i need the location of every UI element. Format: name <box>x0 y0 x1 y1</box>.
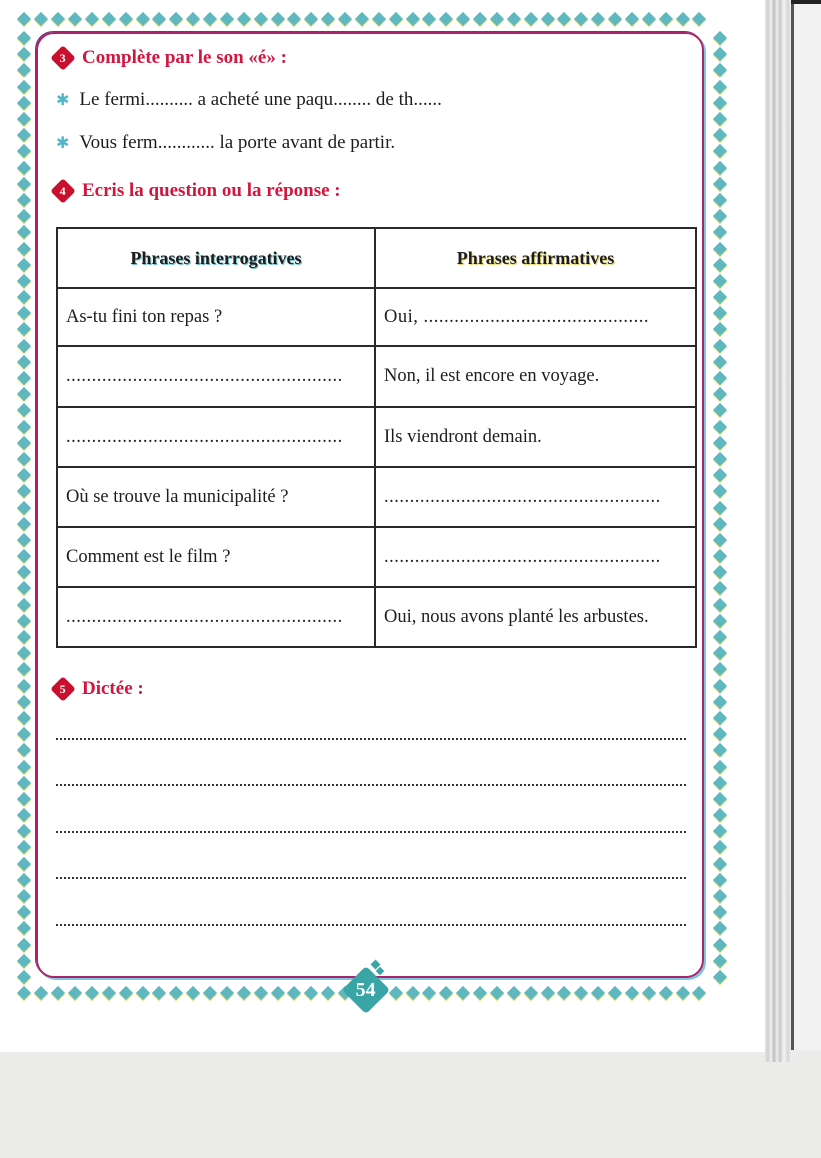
diamond-ornament-icon <box>713 873 727 887</box>
exercise-number: 3 <box>60 50 66 65</box>
diamond-ornament-icon <box>17 96 31 110</box>
diamond-ornament-icon <box>405 986 419 1000</box>
diamond-ornament-icon <box>17 549 31 563</box>
answer-cell: Non, il est encore en voyage. <box>375 346 696 407</box>
diamond-ornament-icon <box>540 12 554 26</box>
question-answer-table <box>56 227 697 648</box>
diamond-ornament-icon <box>17 743 31 757</box>
diamond-ornament-icon <box>713 905 727 919</box>
diamond-ornament-icon <box>608 12 622 26</box>
diamond-ornament-icon <box>17 436 31 450</box>
number-badge-icon <box>50 45 75 70</box>
diamond-ornament-icon <box>321 986 335 1000</box>
column-header-interrogatives: Phrases interrogatives <box>57 228 375 288</box>
diamond-ornament-icon <box>85 12 99 26</box>
diamond-ornament-icon <box>17 824 31 838</box>
diamond-ornament-icon <box>203 986 217 1000</box>
diamond-ornament-icon <box>17 840 31 854</box>
diamond-ornament-icon <box>17 355 31 369</box>
diamond-ornament-icon <box>692 12 706 26</box>
diamond-ornament-icon <box>675 986 689 1000</box>
diamond-ornament-icon <box>422 12 436 26</box>
diamond-ornament-icon <box>713 436 727 450</box>
fill-in-text[interactable]: Le fermi.......... a acheté une paqu........ de th...... <box>79 89 442 110</box>
diamond-ornament-icon <box>713 339 727 353</box>
diamond-ornament-icon <box>675 12 689 26</box>
diamond-ornament-icon <box>713 290 727 304</box>
diamond-ornament-icon <box>102 986 116 1000</box>
diamond-ornament-icon <box>713 695 727 709</box>
diamond-ornament-icon <box>17 921 31 935</box>
diamond-ornament-icon <box>713 306 727 320</box>
diamond-ornament-icon <box>17 954 31 968</box>
diamond-ornament-icon <box>102 12 116 26</box>
diamond-ornament-icon <box>713 209 727 223</box>
diamond-ornament-icon <box>17 241 31 255</box>
diamond-ornament-icon <box>713 840 727 854</box>
exercise-number: 4 <box>60 183 66 198</box>
diamond-ornament-icon <box>713 468 727 482</box>
table-header-row <box>57 228 696 288</box>
diamond-ornament-icon <box>422 986 436 1000</box>
diamond-ornament-icon <box>507 986 521 1000</box>
question-cell[interactable]: ...................................................... <box>57 346 375 407</box>
diamond-ornament-icon <box>17 759 31 773</box>
diamond-ornament-icon <box>713 598 727 612</box>
diamond-ornament-icon <box>692 986 706 1000</box>
diamond-ornament-icon <box>713 727 727 741</box>
scanner-edge <box>791 0 821 4</box>
answer-cell: Oui, nous avons planté les arbustes. <box>375 587 696 647</box>
diamond-ornament-icon <box>17 776 31 790</box>
diamond-ornament-icon <box>389 12 403 26</box>
diamond-ornament-icon <box>524 986 538 1000</box>
diamond-ornament-icon <box>713 711 727 725</box>
diamond-ornament-icon <box>713 776 727 790</box>
table-row <box>57 587 696 647</box>
answer-cell[interactable]: ...................................................... <box>375 467 696 527</box>
diamond-ornament-icon <box>713 225 727 239</box>
diamond-ornament-icon <box>713 857 727 871</box>
fill-in-line <box>56 132 395 154</box>
diamond-ornament-icon <box>17 306 31 320</box>
diamond-ornament-icon <box>557 12 571 26</box>
diamond-ornament-icon <box>17 711 31 725</box>
answer-cell[interactable]: ...................................................... <box>375 527 696 587</box>
diamond-ornament-icon <box>17 274 31 288</box>
diamond-ornament-icon <box>17 533 31 547</box>
diamond-ornament-icon <box>713 258 727 272</box>
diamond-ornament-icon <box>152 986 166 1000</box>
diamond-ornament-icon <box>17 517 31 531</box>
diamond-ornament-icon <box>659 986 673 1000</box>
table-row <box>57 288 696 346</box>
diamond-ornament-icon <box>237 12 251 26</box>
diamond-ornament-icon <box>119 986 133 1000</box>
diamond-ornament-icon <box>237 986 251 1000</box>
dictation-line[interactable] <box>56 738 686 740</box>
diamond-ornament-icon <box>119 12 133 26</box>
diamond-ornament-icon <box>713 808 727 822</box>
diamond-ornament-icon <box>713 128 727 142</box>
diamond-ornament-icon <box>591 12 605 26</box>
diamond-ornament-icon <box>713 63 727 77</box>
diamond-ornament-icon <box>713 889 727 903</box>
diamond-ornament-icon <box>642 986 656 1000</box>
diamond-ornament-icon <box>186 986 200 1000</box>
diamond-ornament-icon <box>254 12 268 26</box>
exercise-title: Ecris la question ou la réponse : <box>82 180 341 201</box>
diamond-ornament-icon <box>456 986 470 1000</box>
exercise-4-heading <box>52 180 341 202</box>
diamond-ornament-icon <box>490 12 504 26</box>
diamond-ornament-icon <box>355 12 369 26</box>
diamond-ornament-icon <box>713 581 727 595</box>
diamond-ornament-icon <box>17 403 31 417</box>
diamond-ornament-icon <box>17 938 31 952</box>
diamond-ornament-icon <box>713 452 727 466</box>
diamond-ornament-icon <box>557 986 571 1000</box>
diamond-ornament-icon <box>169 986 183 1000</box>
diamond-ornament-icon <box>17 339 31 353</box>
diamond-ornament-icon <box>17 177 31 191</box>
question-cell: Où se trouve la municipalité ? <box>57 467 375 527</box>
diamond-ornament-icon <box>17 889 31 903</box>
diamond-ornament-icon <box>713 743 727 757</box>
diamond-ornament-icon <box>713 517 727 531</box>
diamond-ornament-icon <box>287 12 301 26</box>
table-row <box>57 407 696 467</box>
question-cell: As-tu fini ton repas ? <box>57 288 375 346</box>
diamond-ornament-icon <box>713 792 727 806</box>
diamond-ornament-icon <box>659 12 673 26</box>
dictation-line[interactable] <box>56 924 686 926</box>
diamond-ornament-icon <box>304 986 318 1000</box>
diamond-ornament-icon <box>456 12 470 26</box>
diamond-ornament-icon <box>439 12 453 26</box>
diamond-ornament-icon <box>68 986 82 1000</box>
diamond-ornament-icon <box>17 31 31 45</box>
diamond-ornament-icon <box>17 873 31 887</box>
diamond-ornament-icon <box>713 177 727 191</box>
diamond-ornament-icon <box>405 12 419 26</box>
diamond-ornament-icon <box>203 12 217 26</box>
diamond-ornament-icon <box>270 986 284 1000</box>
diamond-ornament-icon <box>713 614 727 628</box>
diamond-ornament-icon <box>608 986 622 1000</box>
diamond-ornament-icon <box>713 80 727 94</box>
diamond-ornament-icon <box>713 403 727 417</box>
diamond-ornament-icon <box>713 47 727 61</box>
diamond-ornament-icon <box>713 662 727 676</box>
diamond-ornament-icon <box>713 371 727 385</box>
table-row <box>57 527 696 587</box>
diamond-ornament-icon <box>17 63 31 77</box>
asterisk-icon: ✱ <box>56 92 70 109</box>
diamond-ornament-icon <box>713 954 727 968</box>
diamond-ornament-icon <box>85 986 99 1000</box>
diamond-ornament-icon <box>17 565 31 579</box>
diamond-ornament-icon <box>17 128 31 142</box>
diamond-ornament-icon <box>17 144 31 158</box>
dictation-line[interactable] <box>56 877 686 879</box>
diamond-ornament-icon <box>17 581 31 595</box>
diamond-border-right <box>713 30 727 985</box>
table-row <box>57 467 696 527</box>
diamond-ornament-icon <box>17 322 31 336</box>
diamond-ornament-icon <box>713 970 727 984</box>
diamond-ornament-icon <box>17 452 31 466</box>
diamond-ornament-icon <box>473 986 487 1000</box>
diamond-ornament-icon <box>713 161 727 175</box>
diamond-ornament-icon <box>17 387 31 401</box>
diamond-ornament-icon <box>713 533 727 547</box>
diamond-ornament-icon <box>713 759 727 773</box>
diamond-ornament-icon <box>17 80 31 94</box>
diamond-ornament-icon <box>713 241 727 255</box>
question-cell[interactable]: ...................................................... <box>57 587 375 647</box>
exercise-5-heading <box>52 678 144 700</box>
diamond-ornament-icon <box>439 986 453 1000</box>
diamond-ornament-icon <box>17 12 31 26</box>
diamond-ornament-icon <box>372 12 386 26</box>
diamond-ornament-icon <box>254 986 268 1000</box>
diamond-ornament-icon <box>17 679 31 693</box>
fill-in-line <box>56 89 442 111</box>
question-cell: Comment est le film ? <box>57 527 375 587</box>
book-spine <box>765 0 791 1062</box>
number-badge-icon <box>50 178 75 203</box>
diamond-ornament-icon <box>713 630 727 644</box>
scanner-background-strip <box>794 0 821 1050</box>
diamond-ornament-icon <box>713 679 727 693</box>
diamond-ornament-icon <box>17 792 31 806</box>
diamond-ornament-icon <box>713 500 727 514</box>
diamond-ornament-icon <box>713 646 727 660</box>
diamond-ornament-icon <box>713 824 727 838</box>
diamond-ornament-icon <box>152 12 166 26</box>
diamond-ornament-icon <box>51 986 65 1000</box>
diamond-ornament-icon <box>17 258 31 272</box>
dictation-line[interactable] <box>56 831 686 833</box>
diamond-ornament-icon <box>68 12 82 26</box>
diamond-ornament-icon <box>17 468 31 482</box>
diamond-ornament-icon <box>270 12 284 26</box>
diamond-ornament-icon <box>34 986 48 1000</box>
diamond-ornament-icon <box>625 12 639 26</box>
diamond-ornament-icon <box>321 12 335 26</box>
diamond-ornament-icon <box>473 12 487 26</box>
answer-cell: Ils viendront demain. <box>375 407 696 467</box>
diamond-ornament-icon <box>17 209 31 223</box>
answer-cell[interactable]: Oui, ............................................ <box>375 288 696 346</box>
diamond-ornament-icon <box>17 290 31 304</box>
diamond-ornament-icon <box>17 614 31 628</box>
diamond-ornament-icon <box>642 12 656 26</box>
diamond-ornament-icon <box>17 47 31 61</box>
diamond-ornament-icon <box>17 695 31 709</box>
diamond-ornament-icon <box>713 484 727 498</box>
diamond-ornament-icon <box>713 355 727 369</box>
diamond-ornament-icon <box>713 274 727 288</box>
exercise-number: 5 <box>60 681 66 696</box>
diamond-ornament-icon <box>713 112 727 126</box>
diamond-ornament-icon <box>17 484 31 498</box>
diamond-ornament-icon <box>625 986 639 1000</box>
exercise-title: Complète par le son «é» : <box>82 47 287 68</box>
number-badge-icon <box>50 676 75 701</box>
diamond-ornament-icon <box>51 12 65 26</box>
diamond-ornament-icon <box>713 938 727 952</box>
diamond-ornament-icon <box>713 549 727 563</box>
diamond-ornament-icon <box>135 986 149 1000</box>
diamond-ornament-icon <box>713 387 727 401</box>
exercise-3-heading <box>52 47 287 69</box>
diamond-ornament-icon <box>713 193 727 207</box>
exercise-title: Dictée : <box>82 678 144 699</box>
diamond-ornament-icon <box>17 986 31 1000</box>
diamond-ornament-icon <box>17 371 31 385</box>
diamond-ornament-icon <box>17 630 31 644</box>
diamond-ornament-icon <box>713 322 727 336</box>
diamond-ornament-icon <box>540 986 554 1000</box>
diamond-ornament-icon <box>17 500 31 514</box>
diamond-ornament-icon <box>389 986 403 1000</box>
diamond-ornament-icon <box>17 857 31 871</box>
diamond-ornament-icon <box>135 12 149 26</box>
diamond-ornament-icon <box>220 986 234 1000</box>
diamond-border-top <box>16 12 708 26</box>
diamond-ornament-icon <box>574 986 588 1000</box>
diamond-ornament-icon <box>169 12 183 26</box>
question-cell[interactable]: ...................................................... <box>57 407 375 467</box>
diamond-ornament-icon <box>507 12 521 26</box>
diamond-ornament-icon <box>17 905 31 919</box>
diamond-ornament-icon <box>34 12 48 26</box>
diamond-ornament-icon <box>220 12 234 26</box>
diamond-ornament-icon <box>713 96 727 110</box>
diamond-ornament-icon <box>17 225 31 239</box>
dictation-line[interactable] <box>56 784 686 786</box>
diamond-ornament-icon <box>17 598 31 612</box>
diamond-ornament-icon <box>17 727 31 741</box>
diamond-ornament-icon <box>713 921 727 935</box>
diamond-ornament-icon <box>17 112 31 126</box>
diamond-ornament-icon <box>713 31 727 45</box>
diamond-ornament-icon <box>17 420 31 434</box>
diamond-ornament-icon <box>524 12 538 26</box>
diamond-ornament-icon <box>17 161 31 175</box>
asterisk-icon: ✱ <box>56 135 70 152</box>
diamond-ornament-icon <box>17 970 31 984</box>
column-header-affirmatives: Phrases affirmatives <box>375 228 696 288</box>
diamond-ornament-icon <box>304 12 318 26</box>
diamond-ornament-icon <box>17 808 31 822</box>
diamond-ornament-icon <box>713 420 727 434</box>
diamond-ornament-icon <box>490 986 504 1000</box>
diamond-ornament-icon <box>17 193 31 207</box>
diamond-border-left <box>17 30 31 985</box>
table-row <box>57 346 696 407</box>
diamond-ornament-icon <box>17 646 31 660</box>
diamond-ornament-icon <box>287 986 301 1000</box>
diamond-ornament-icon <box>713 565 727 579</box>
page-number: 54 <box>356 978 376 1001</box>
diamond-ornament-icon <box>591 986 605 1000</box>
diamond-ornament-icon <box>338 12 352 26</box>
diamond-ornament-icon <box>574 12 588 26</box>
diamond-ornament-icon <box>17 662 31 676</box>
diamond-ornament-icon <box>186 12 200 26</box>
fill-in-text[interactable]: Vous ferm............ la porte avant de partir. <box>79 132 396 153</box>
diamond-ornament-icon <box>713 144 727 158</box>
